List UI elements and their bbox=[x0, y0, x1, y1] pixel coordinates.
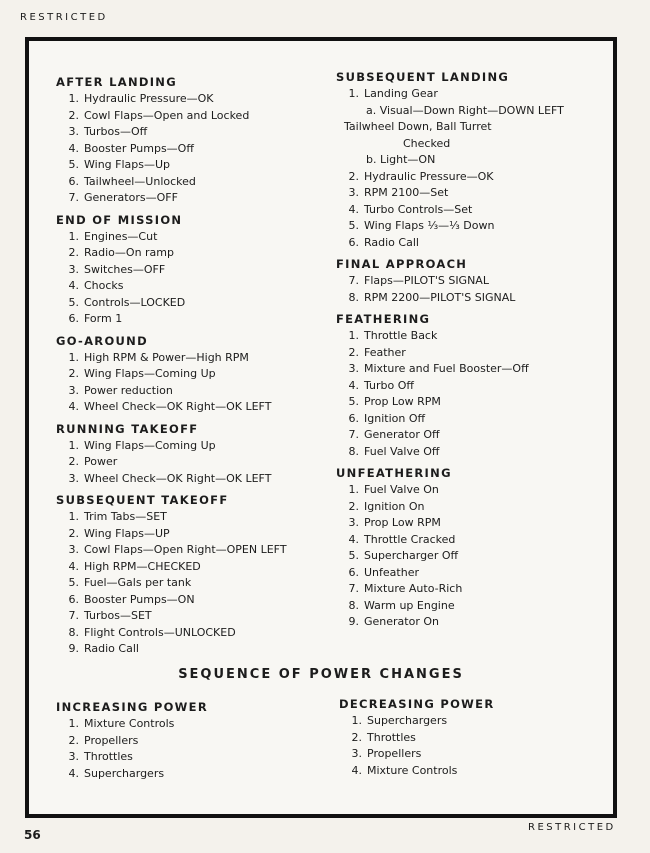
section-title: SUBSEQUENT TAKEOFF bbox=[56, 493, 229, 507]
list-item: 7. Turbos—SET bbox=[68, 609, 152, 622]
list-item: 8. Warm up Engine bbox=[348, 598, 455, 612]
section-running-takeoff bbox=[56, 421, 316, 488]
section-decreasing-power bbox=[339, 696, 599, 779]
sub-item: a. Visual—Down Right—DOWN LEFT bbox=[366, 103, 564, 117]
list-item: 1. Engines—Cut bbox=[68, 229, 158, 243]
section-title: AFTER LANDING bbox=[56, 75, 177, 89]
list-item: 2. Hydraulic Pressure—OK bbox=[348, 169, 494, 183]
list-item: 3. Prop Low RPM bbox=[348, 516, 441, 529]
list-item: 4. Mixture Controls bbox=[351, 763, 458, 777]
list-item: 2. Feather bbox=[348, 345, 406, 359]
restricted-footer: RESTRICTED bbox=[528, 822, 616, 833]
list-item: 1. Trim Tabs—SET bbox=[68, 510, 167, 523]
checklist-frame bbox=[25, 37, 617, 818]
list-item: 1. Throttle Back bbox=[348, 329, 438, 342]
list-item: 9. Radio Call bbox=[68, 642, 139, 655]
list-item: 3. Mixture and Fuel Booster—Off bbox=[348, 362, 529, 375]
list-item: 4. Wheel Check—OK Right—OK LEFT bbox=[68, 400, 272, 413]
list-item: 3. Throttles bbox=[68, 750, 133, 763]
sub-item-continued: Tailwheel Down, Ball Turret bbox=[344, 120, 492, 133]
section-title: FEATHERING bbox=[336, 312, 431, 326]
restricted-header: RESTRICTED bbox=[20, 12, 108, 23]
section-title: GO-AROUND bbox=[56, 333, 148, 348]
list-item: 1. Hydraulic Pressure—OK bbox=[68, 92, 214, 105]
list-item: 5. Controls—LOCKED bbox=[68, 295, 186, 309]
list-item: 4. Superchargers bbox=[68, 766, 165, 780]
list-item: 1. Landing Gear bbox=[348, 87, 438, 100]
list-item: 7. Flaps—PILOT'S SIGNAL bbox=[348, 274, 489, 287]
section-feathering bbox=[336, 311, 606, 460]
list-item: 8. RPM 2200—PILOT'S SIGNAL bbox=[348, 290, 516, 304]
section-title: SUBSEQUENT LANDING bbox=[336, 70, 510, 84]
section-increasing-power bbox=[56, 699, 316, 782]
section-title: DECREASING POWER bbox=[339, 697, 495, 711]
section-unfeathering bbox=[336, 465, 606, 631]
list-item: 1. Superchargers bbox=[351, 714, 448, 727]
list-item: 4. Throttle Cracked bbox=[348, 532, 456, 546]
list-item: 7. Mixture Auto-Rich bbox=[348, 582, 463, 595]
section-after-landing bbox=[56, 74, 316, 207]
list-item: 6. Unfeather bbox=[348, 565, 419, 579]
list-item: 7. Generators—OFF bbox=[68, 191, 178, 204]
list-item: 4. Turbo Off bbox=[348, 378, 414, 392]
list-item: 8. Flight Controls—UNLOCKED bbox=[68, 625, 236, 639]
list-item: 8. Fuel Valve Off bbox=[348, 444, 440, 458]
section-title: INCREASING POWER bbox=[56, 700, 208, 714]
sub-item: b. Light—ON bbox=[366, 153, 436, 166]
list-item: 3. Power reduction bbox=[68, 383, 173, 397]
section-final-approach bbox=[336, 256, 606, 306]
list-item: 2. Ignition On bbox=[348, 499, 425, 513]
list-item: 6. Booster Pumps—ON bbox=[68, 592, 195, 606]
list-item: 2. Radio—On ramp bbox=[68, 246, 174, 259]
list-item: 5. Wing Flaps—Up bbox=[68, 158, 171, 171]
list-item: 2. Power bbox=[68, 455, 118, 468]
list-item: 1. Wing Flaps—Coming Up bbox=[68, 438, 216, 452]
section-title: END OF MISSION bbox=[56, 212, 183, 227]
list-item: 5. Wing Flaps ⅓—⅓ Down bbox=[348, 219, 495, 232]
list-item: 6. Form 1 bbox=[68, 312, 123, 325]
list-item: 7. Generator Off bbox=[348, 428, 440, 441]
list-item: 4. High RPM—CHECKED bbox=[68, 559, 201, 573]
section-end-of-mission bbox=[56, 212, 316, 328]
list-item: 5. Supercharger Off bbox=[348, 549, 459, 562]
list-item: 1. Mixture Controls bbox=[68, 717, 175, 730]
power-changes-title: SEQUENCE OF POWER CHANGES bbox=[178, 667, 464, 682]
list-item: 3. Cowl Flaps—Open Right—OPEN LEFT bbox=[68, 543, 287, 556]
section-title: FINAL APPROACH bbox=[336, 257, 468, 271]
list-item: 2. Wing Flaps—UP bbox=[68, 526, 170, 540]
list-item: 1. Fuel Valve On bbox=[348, 483, 439, 496]
list-item: 2. Wing Flaps—Coming Up bbox=[68, 367, 216, 380]
section-subsequent-landing bbox=[336, 69, 606, 251]
list-item: 3. Turbos—Off bbox=[68, 125, 148, 138]
list-item: 1. High RPM & Power—High RPM bbox=[68, 350, 249, 364]
section-title: UNFEATHERING bbox=[336, 466, 452, 480]
list-item: 5. Fuel—Gals per tank bbox=[68, 576, 192, 589]
section-subsequent-takeoff bbox=[56, 492, 316, 658]
list-item: 3. Switches—OFF bbox=[68, 262, 166, 276]
list-item: 6. Radio Call bbox=[348, 235, 419, 249]
list-item: 4. Chocks bbox=[68, 279, 124, 292]
list-item: 6. Tailwheel—Unlocked bbox=[68, 174, 196, 188]
list-item: 5. Prop Low RPM bbox=[348, 395, 441, 408]
left-column bbox=[56, 74, 316, 663]
list-item: 4. Booster Pumps—Off bbox=[68, 141, 194, 155]
list-item: 9. Generator On bbox=[348, 615, 439, 628]
list-item: 3. Propellers bbox=[351, 747, 422, 760]
list-item: 2. Cowl Flaps—Open and Locked bbox=[68, 108, 250, 122]
list-item: 6. Ignition Off bbox=[348, 411, 426, 425]
list-item: 2. Propellers bbox=[68, 733, 139, 747]
list-item: 3. Wheel Check—OK Right—OK LEFT bbox=[68, 471, 272, 485]
list-item: 3. RPM 2100—Set bbox=[348, 186, 449, 199]
page-number: 56 bbox=[24, 828, 41, 842]
list-item: 2. Throttles bbox=[351, 730, 416, 744]
right-column bbox=[336, 69, 606, 636]
section-go-around bbox=[56, 333, 316, 416]
list-item: 4. Turbo Controls—Set bbox=[348, 202, 473, 216]
sub-item-continued: Checked bbox=[403, 136, 451, 150]
section-title: RUNNING TAKEOFF bbox=[56, 421, 199, 436]
